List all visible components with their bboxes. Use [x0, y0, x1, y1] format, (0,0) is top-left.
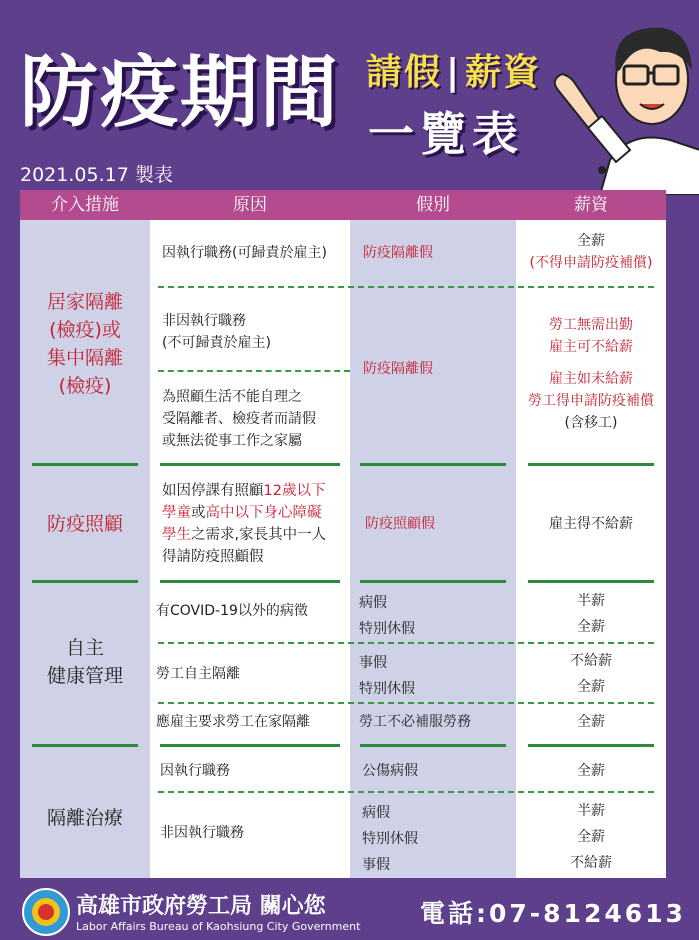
organization-name-en: Labor Affairs Bureau of Kaohsiung City Government: [76, 920, 361, 933]
group-label-line: 集中隔離: [46, 347, 123, 369]
leave-cell: [362, 802, 418, 876]
leave-cell: 公傷病假: [362, 763, 418, 779]
group-label-line: 健康管理: [46, 665, 123, 687]
pay-line: 雇主可不給薪: [549, 339, 633, 355]
pay-line: 勞工無需出勤: [549, 317, 633, 333]
pay-cell: [516, 800, 666, 874]
pay-cell: 全薪: [577, 763, 605, 779]
group-divider: [160, 744, 340, 747]
group-isolation: 隔離治療: [46, 807, 123, 829]
leave-cell: 勞工不必補服勞務: [359, 714, 471, 730]
subtitle-pay: 薪資: [465, 52, 542, 93]
reason-line: 受隔離者、檢疫者而請假: [162, 411, 316, 427]
group-label-line: (檢疫)或: [49, 319, 121, 341]
date-label: 2021.05.17 製表: [20, 164, 173, 186]
reason-highlight: 學生: [162, 527, 191, 543]
pay-line: (不得申請防疫補償): [529, 255, 653, 271]
reason-line: 非因執行職務: [162, 313, 246, 329]
pay-cell: 雇主得不給薪: [549, 516, 633, 532]
reason-line: (不可歸責於雇主): [162, 335, 271, 351]
group-divider: [528, 463, 654, 466]
reason-cell: 有COVID-19以外的病徵: [156, 603, 308, 619]
leave-cell: 防疫隔離假: [363, 245, 433, 261]
group-divider: [360, 744, 506, 747]
leave-line: 病假: [359, 595, 387, 611]
subtitle-overview: 一覽表: [368, 107, 524, 161]
pay-cell: [516, 314, 666, 434]
pay-line: 全薪: [577, 619, 605, 635]
leave-cell: 防疫隔離假: [363, 361, 433, 377]
pay-cell: [516, 650, 666, 698]
group-self-health: [20, 634, 150, 690]
reason-highlight: 高中以下身心障礙: [205, 505, 322, 521]
reason-line: 或無法從事工作之家屬: [162, 433, 302, 449]
labor-bureau-logo-icon: [22, 888, 70, 936]
header-measure: 介入措施: [51, 195, 119, 215]
leave-line: 事假: [359, 655, 387, 671]
leave-cell: 防疫照顧假: [365, 516, 435, 532]
reason-cell: [162, 386, 316, 452]
group-divider: [32, 463, 138, 466]
group-divider: [360, 580, 506, 583]
reason-highlight: 學童: [162, 505, 191, 521]
header-reason: 原因: [233, 195, 267, 215]
footer: [0, 880, 699, 940]
group-label-line: (檢疫): [58, 375, 112, 397]
row-divider: [158, 642, 654, 644]
organization-name: 高雄市政府勞工局 關心您: [76, 894, 326, 919]
reason-cell: 應雇主要求勞工在家隔離: [156, 714, 310, 730]
reason-text: 或: [191, 505, 206, 521]
group-divider: [32, 580, 138, 583]
leave-pay-table: [20, 190, 666, 878]
group-label-line: 自主: [65, 637, 104, 659]
pay-line: 半薪: [577, 803, 605, 819]
pay-line: 雇主如未給薪: [549, 371, 633, 387]
pay-line: 不給薪: [570, 855, 612, 871]
group-divider: [528, 744, 654, 747]
leave-line: 特別休假: [359, 621, 415, 637]
reason-cell: [162, 310, 271, 354]
row-divider: [158, 791, 654, 793]
leave-line: 特別休假: [359, 681, 415, 697]
reason-cell: 因執行職務: [160, 763, 230, 779]
pay-cell: 全薪: [577, 714, 605, 730]
reason-cell: 因執行職務(可歸責於雇主): [162, 245, 327, 261]
pay-line: 全薪: [577, 679, 605, 695]
group-divider: [160, 580, 340, 583]
leave-line: 病假: [362, 805, 390, 821]
leave-cell: [359, 592, 415, 640]
reason-cell: 非因執行職務: [160, 825, 244, 841]
group-care: 防疫照顧: [46, 513, 123, 535]
reason-text: 如因停課有照顧: [162, 483, 264, 499]
pay-line: 勞工得申請防疫補償: [528, 393, 654, 409]
reason-text: 得請防疫照顧假: [162, 549, 264, 565]
subtitle-leave-pay: [366, 44, 541, 95]
header-leave-type: 假別: [416, 195, 450, 215]
group-divider: [32, 744, 138, 747]
leave-line: 特別休假: [362, 831, 418, 847]
group-home-quarantine: [20, 288, 150, 400]
pay-cell: [516, 230, 666, 274]
group-divider: [160, 463, 340, 466]
group-label-line: 居家隔離: [46, 291, 123, 313]
group-divider: [528, 580, 654, 583]
pay-line: 全薪: [577, 829, 605, 845]
leave-cell: [359, 652, 415, 700]
table-header: [20, 190, 666, 220]
pay-cell: [516, 590, 666, 638]
reason-cell: 勞工自主隔離: [156, 666, 240, 682]
phone-number: 電話:07-8124613: [420, 899, 686, 928]
reason-line: 為照顧生活不能自理之: [162, 389, 302, 405]
pay-line: 半薪: [577, 593, 605, 609]
page-title: 防疫期間: [20, 48, 341, 138]
reason-text: 之需求,家長其中一人: [191, 527, 327, 543]
row-divider: [158, 286, 654, 288]
pay-line: 不給薪: [570, 653, 612, 669]
subtitle-leave: 請假: [366, 52, 443, 93]
leave-line: 事假: [362, 857, 390, 873]
row-divider: [158, 370, 350, 372]
subtitle-separator: |: [446, 52, 462, 93]
header-pay: 薪資: [574, 195, 608, 215]
pay-line: 全薪: [577, 233, 605, 249]
cartoon-man-avatar: [540, 10, 699, 195]
row-divider: [158, 702, 654, 704]
reason-highlight: 12歲以下: [263, 483, 326, 499]
reason-cell: [162, 480, 326, 568]
pay-line: (含移工): [564, 415, 618, 431]
group-divider: [360, 463, 506, 466]
